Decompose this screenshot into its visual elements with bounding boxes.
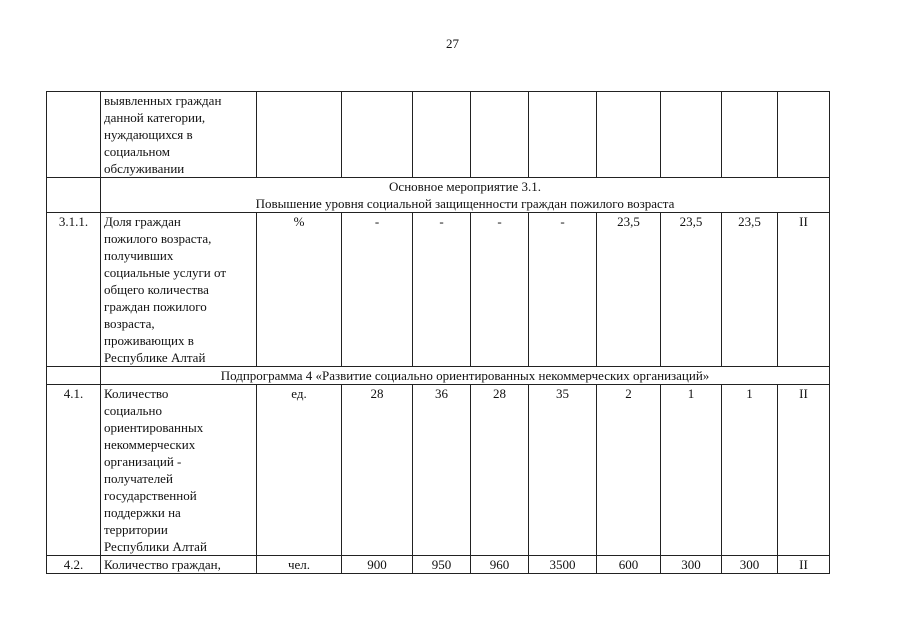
indicator-name — [101, 213, 257, 367]
indicator-name — [101, 385, 257, 556]
section-title — [101, 178, 830, 213]
indicator-name-line: граждан пожилого — [104, 299, 207, 314]
value-cell: - — [471, 213, 529, 367]
indicator-name — [101, 92, 257, 178]
value-cell: II — [778, 556, 830, 574]
indicator-name-line: выявленных граждан — [104, 93, 222, 108]
indicator-name-line: Республике Алтай — [104, 350, 206, 365]
section-row — [47, 367, 830, 385]
value-cell: 300 — [722, 556, 778, 574]
row-number: 4.1. — [47, 385, 101, 556]
indicator-name-line: государственной — [104, 488, 197, 503]
indicator-name-line: нуждающихся в — [104, 127, 193, 142]
value-cell: 36 — [413, 385, 471, 556]
indicator-name-line: социальные услуги от — [104, 265, 227, 280]
indicator-name-line: проживающих в — [104, 333, 194, 348]
indicator-name-line: социальном — [104, 144, 170, 159]
value-cell: - — [342, 213, 413, 367]
section-title-line: Подпрограмма 4 «Развитие социально ориентированных некоммерческих организаций» — [220, 368, 710, 383]
value-cell: - — [413, 213, 471, 367]
value-cell: 23,5 — [661, 213, 722, 367]
value-cell: II — [778, 385, 830, 556]
table-row — [47, 213, 830, 367]
value-cell — [597, 92, 661, 178]
indicator-name-line: получивших — [104, 248, 174, 263]
value-cell: 3500 — [529, 556, 597, 574]
value-cell: 900 — [342, 556, 413, 574]
table-row — [47, 556, 830, 574]
value-cell: 600 — [597, 556, 661, 574]
indicator-name-line: Республики Алтай — [104, 539, 207, 554]
value-cell — [413, 92, 471, 178]
indicator-name-line: некоммерческих — [104, 437, 196, 452]
value-cell — [661, 92, 722, 178]
table-row — [47, 385, 830, 556]
value-cell: 950 — [413, 556, 471, 574]
page-number: 27 — [446, 36, 459, 51]
value-cell — [471, 92, 529, 178]
value-cell: 28 — [471, 385, 529, 556]
indicator-name — [101, 556, 257, 574]
value-cell: II — [778, 213, 830, 367]
indicator-name-line: Доля граждан — [104, 214, 181, 229]
section-row — [47, 178, 830, 213]
indicator-name-line: общего количества — [104, 282, 209, 297]
value-cell: 28 — [342, 385, 413, 556]
indicator-name-line: Количество — [104, 386, 169, 401]
indicator-name-line: получателей — [104, 471, 173, 486]
value-cell: 2 — [597, 385, 661, 556]
value-cell: 23,5 — [722, 213, 778, 367]
value-cell: 35 — [529, 385, 597, 556]
row-number: 3.1.1. — [47, 213, 101, 367]
value-cell: - — [529, 213, 597, 367]
unit-cell: % — [257, 213, 342, 367]
section-title-line: Основное мероприятие 3.1. — [389, 179, 541, 194]
indicator-name-line: организаций - — [104, 454, 182, 469]
section-title — [101, 367, 830, 385]
value-cell — [342, 92, 413, 178]
indicator-name-line: территории — [104, 522, 168, 537]
indicator-name-line: обслуживании — [104, 161, 185, 176]
value-cell: 23,5 — [597, 213, 661, 367]
indicator-table — [46, 91, 830, 574]
value-cell — [722, 92, 778, 178]
indicator-name-line: ориентированных — [104, 420, 204, 435]
indicator-name-line: пожилого возраста, — [104, 231, 212, 246]
section-num-cell — [47, 178, 101, 213]
unit-cell: чел. — [257, 556, 342, 574]
indicator-name-line: поддержки на — [104, 505, 181, 520]
value-cell: 300 — [661, 556, 722, 574]
indicator-name-line: социально — [104, 403, 162, 418]
value-cell: 960 — [471, 556, 529, 574]
section-num-cell — [47, 367, 101, 385]
unit-cell — [257, 92, 342, 178]
row-number: 4.2. — [47, 556, 101, 574]
unit-cell: ед. — [257, 385, 342, 556]
value-cell: 1 — [661, 385, 722, 556]
indicator-name-line: Количество граждан, — [104, 557, 221, 572]
value-cell: 1 — [722, 385, 778, 556]
value-cell — [529, 92, 597, 178]
section-title-line: Повышение уровня социальной защищенности граждан пожилого возраста — [255, 196, 675, 211]
indicator-name-line: возраста, — [104, 316, 155, 331]
table-row — [47, 92, 830, 178]
row-number — [47, 92, 101, 178]
indicator-name-line: данной категории, — [104, 110, 206, 125]
value-cell — [778, 92, 830, 178]
